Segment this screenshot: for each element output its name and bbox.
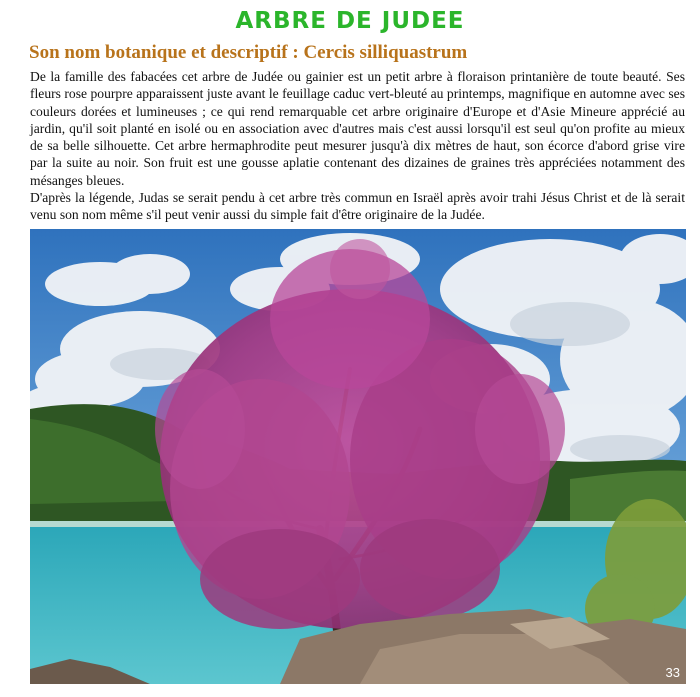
page-number: 33 xyxy=(665,665,680,680)
paragraph-legend: D'après la légende, Judas se serait pendu à cet arbre très commun en Israël après avoir trahi Jésus Christ et de là serait venu son nom même s'il peut venir aussi du simple fait d'être originaire de la Judée. xyxy=(30,190,685,223)
paragraph-description: De la famille des fabacées cet arbre de Judée ou gainier est un petit arbre à floraison printanière de toute beauté. Ses fleurs rose pourpre apparaissent juste avant le feuillage caduc vert-bleuté au printemps, magnifique en automne avec ses couleurs dorées et lumineuses ; ce qui rend remarquable cet arbre originaire d'Europe et d'Asie Mineure apprécié au jardin, qu'il soit planté en isolé ou en association avec d'autres mais c'est aussi lorsqu'il est seul qu'on profite au mieux de sa belle silhouette. Cet arbre hermaphrodite peut mesurer jusqu'à dix mètres de haut, son écorce d'abord grise vire par la suite au noir. Son fruit est une gousse aplatie contenant des dizaines de graines très appréciées notamment des mésanges bleues. xyxy=(30,69,685,188)
judas-tree-photo xyxy=(30,229,686,684)
section-subtitle: Son nom botanique et descriptif : Cercis silliquastrum xyxy=(29,42,468,63)
article-body xyxy=(30,68,685,224)
page-title: ARBRE DE JUDEE xyxy=(235,8,465,34)
